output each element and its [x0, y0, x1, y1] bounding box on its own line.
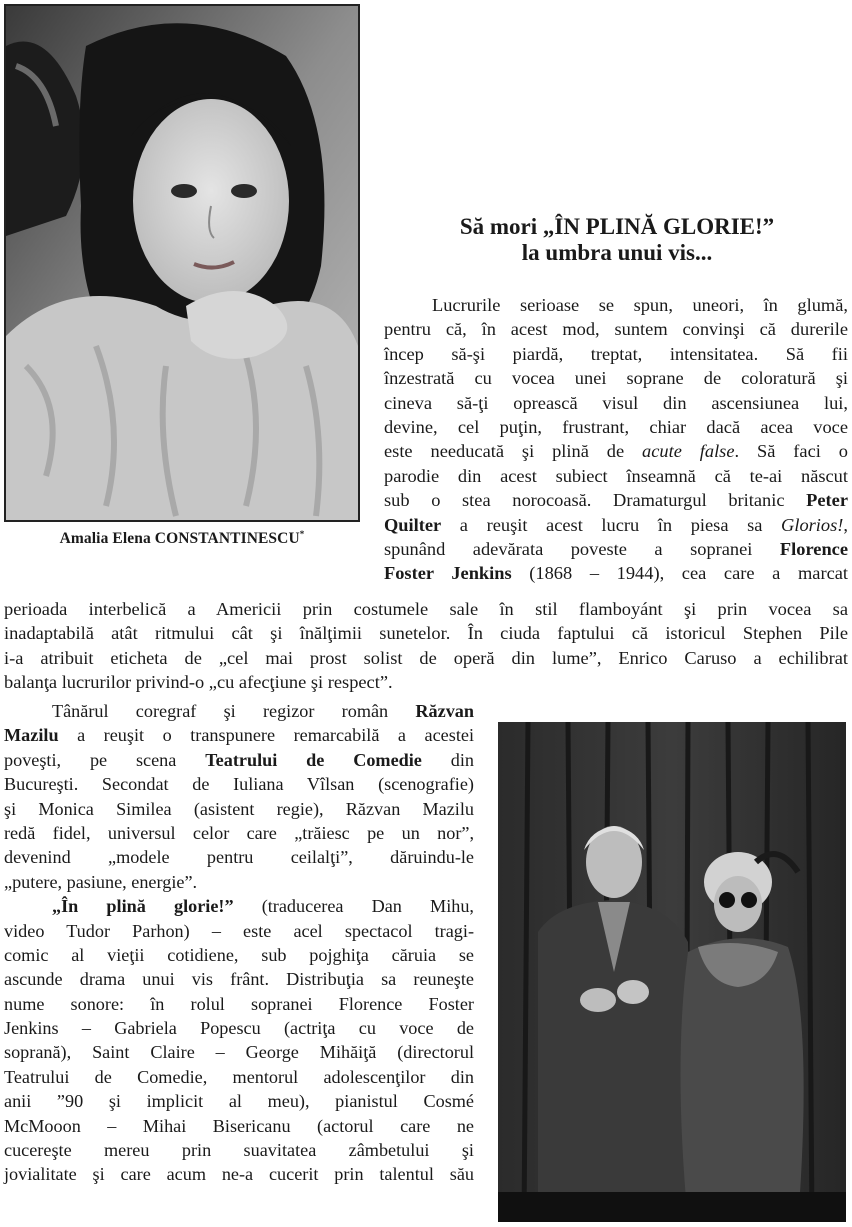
- text-span: McMooon – Mihai Bisericanu (actorul care ne: [4, 1115, 474, 1136]
- author-portrait-photo: [4, 4, 360, 522]
- text-span: a reuşit o transpunere remarcabilă a acestei: [58, 725, 474, 746]
- text-span: înzestrată cu vocea unei soprane de coloratură şi: [384, 368, 848, 389]
- bold-text: Foster Jenkins: [384, 563, 512, 584]
- text-span: i-a atribuit eticheta de „cel mai prost solist de operă din lume”, Enrico Caruso a echilibrat: [4, 647, 848, 668]
- text-line: [4, 597, 848, 621]
- caption-footnote-mark: *: [299, 529, 305, 539]
- text-span: Tânărul coregraf şi regizor român: [52, 701, 416, 721]
- text-line: [4, 1040, 474, 1064]
- text-line: [4, 1114, 474, 1138]
- text-span: cineva să-ţi oprească visul din ascensiunea lui,: [384, 392, 848, 413]
- text-span: devenind „modele pentru ceilalţi”, dăruindu-le: [4, 847, 474, 868]
- text-span: soprană), Saint Claire – George Mihăiţă (directorul: [4, 1042, 474, 1063]
- text-span: Teatrului de Comedie, mentorul adolescenţilor din: [4, 1066, 474, 1087]
- text-span: Bucureşti. Secondat de Iuliana Vîlsan (scenografie): [4, 774, 474, 795]
- caption-name: Amalia Elena CONSTANTINESCU: [59, 530, 300, 548]
- text-line: [4, 699, 474, 723]
- text-line: [4, 646, 848, 670]
- text-line: [4, 723, 474, 747]
- text-line: [384, 513, 848, 537]
- text-span: ,: [843, 514, 848, 535]
- italic-text: Glorios!: [781, 514, 844, 535]
- text-span: anii ”90 şi implicit al meu), pianistul Cosmé: [4, 1091, 474, 1112]
- text-span: parodie din acest subiect înseamnă că te-ai născut: [384, 465, 848, 486]
- text-line: [4, 1016, 474, 1040]
- text-span: inadaptabilă atât ritmului cât şi înălţimii sunetelor. În ciuda faptului că istoricul Stephen Pile: [4, 623, 848, 644]
- text-span: Lucrurile serioase se spun, uneori, în glumă,: [432, 295, 848, 315]
- bold-text: Peter: [806, 490, 848, 511]
- text-span: jovialitate şi care acum ne-a cucerit prin talentul său: [4, 1164, 474, 1185]
- text-line: [384, 561, 848, 585]
- text-line: [4, 797, 474, 821]
- bold-text: Florence: [779, 538, 848, 559]
- text-span: . Să faci o: [734, 441, 848, 462]
- text-span: „putere, pasiune, energie”.: [4, 871, 198, 892]
- text-line: [4, 670, 848, 694]
- photo-caption: [4, 529, 360, 548]
- article-text-top-column: [384, 293, 848, 586]
- bold-text: Quilter: [384, 514, 442, 535]
- text-line: [384, 415, 848, 439]
- text-span: ascunde drama unui vis frânt. Distribuţia sa reuneşte: [4, 969, 474, 990]
- text-span: pentru că, în acest mod, suntem convinşi că durerile: [384, 319, 848, 340]
- text-span: perioada interbelică a Americii prin costumele sale în stil flamboyánt şi prin vocea sa: [4, 599, 848, 619]
- text-line: [4, 894, 474, 918]
- article-title: [382, 214, 852, 266]
- text-line: [4, 1065, 474, 1089]
- text-span: nume sonore: în rolul sopranei Florence Foster: [4, 993, 474, 1014]
- text-span: redă fidel, universul celor care „trăiesc pe un nor”,: [4, 822, 474, 843]
- text-line: [384, 488, 848, 512]
- text-line: [4, 919, 474, 943]
- text-span: video Tudor Parhon) – este acel spectacol tragi-: [4, 920, 474, 941]
- text-line: [4, 992, 474, 1016]
- title-line-2: la umbra unui vis...: [521, 240, 713, 265]
- text-span: balanţa lucrurilor privind-o „cu afecţiune şi respect”.: [4, 672, 393, 693]
- text-span: sub o stea norocoasă. Dramaturgul britanic: [384, 490, 807, 511]
- text-span: (1868 – 1944), cea care a marcat: [511, 563, 849, 584]
- text-span: Jenkins – Gabriela Popescu (actriţa cu voce de: [4, 1018, 474, 1039]
- bold-text: „În plină glorie!”: [52, 896, 234, 917]
- text-line: [4, 748, 474, 772]
- bold-text: Răzvan: [415, 701, 474, 721]
- text-span: comic al vieţii cotidiene, sub pojghiţa căruia se: [4, 944, 474, 965]
- text-line: [4, 1138, 474, 1162]
- title-line-1: Să mori „ÎN PLINĂ GLORIE!”: [459, 214, 775, 239]
- text-line: [4, 967, 474, 991]
- text-span: a reuşit acest lucru în piesa sa: [441, 514, 782, 535]
- text-line: [384, 293, 848, 317]
- text-line: [384, 439, 848, 463]
- text-span: spunând adevărata poveste a sopranei: [384, 538, 780, 559]
- text-line: [4, 621, 848, 645]
- text-line: [4, 1089, 474, 1113]
- text-span: devine, cel puţin, frustrant, chiar dacă acea voce: [384, 416, 848, 437]
- text-span: încep să-şi piardă, treptat, intensitatea. Să fii: [384, 343, 848, 364]
- text-line: [4, 845, 474, 869]
- text-line: [384, 391, 848, 415]
- italic-text: acute false: [642, 441, 735, 462]
- bold-text: Mazilu: [4, 725, 59, 746]
- text-span: din: [421, 749, 474, 770]
- stage-performance-photo: [498, 722, 846, 1222]
- bold-text: Teatrului de Comedie: [205, 749, 422, 770]
- text-line: [4, 943, 474, 967]
- text-line: [384, 342, 848, 366]
- text-span: cucereşte mereu prin suavitatea zâmbetului şi: [4, 1140, 474, 1161]
- text-line: [384, 317, 848, 341]
- text-span: este needucată şi plină de: [384, 441, 643, 462]
- text-line: [4, 821, 474, 845]
- text-line: [4, 772, 474, 796]
- text-line: [384, 537, 848, 561]
- text-line: [4, 870, 474, 894]
- text-span: poveşti, pe scena: [4, 749, 206, 770]
- text-line: [384, 464, 848, 488]
- text-span: (traducerea Dan Mihu,: [233, 896, 474, 917]
- article-text-left-column: [4, 699, 474, 1187]
- article-text-full-width: [4, 597, 848, 695]
- text-line: [384, 366, 848, 390]
- text-span: şi Monica Similea (asistent regie), Răzvan Mazilu: [4, 798, 474, 819]
- text-line: [4, 1162, 474, 1186]
